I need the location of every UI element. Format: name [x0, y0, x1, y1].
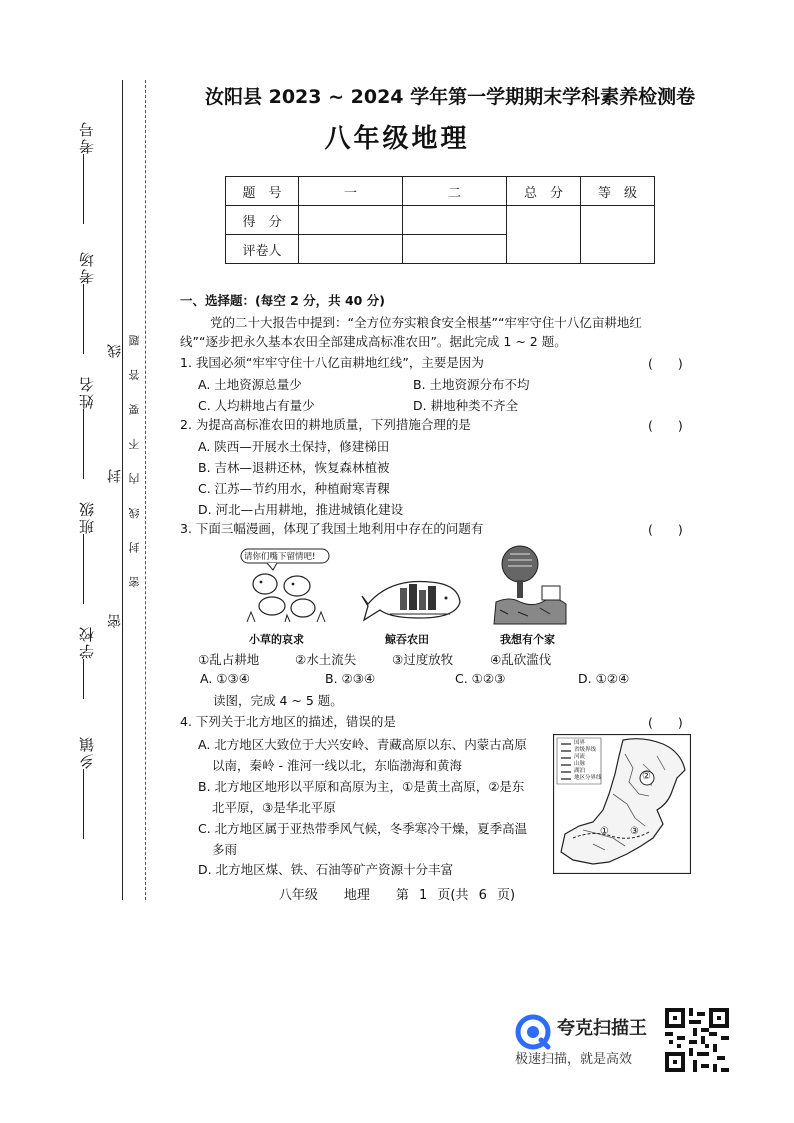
score-table [225, 176, 655, 264]
exam-room-field[interactable]: 考场 [76, 250, 97, 354]
question-2-option-a[interactable]: A. 陕西—开展水土保持，修建梯田 [198, 439, 390, 454]
question-2-option-d[interactable]: D. 河北—占用耕地，推进城镇化建设 [198, 502, 404, 517]
qr-code-icon [665, 1008, 729, 1072]
cartoon-caption-2: 鲸吞农田 [385, 633, 429, 646]
question-3-answer-blank[interactable]: ( ) [648, 522, 683, 537]
question-3-item-4: ④乱砍滥伐 [490, 652, 552, 667]
class-field[interactable]: 班级 [76, 500, 97, 604]
question-1-answer-blank[interactable]: ( ) [648, 356, 683, 371]
question-4-stem: 4. 下列关于北方地区的描述，错误的是 [180, 714, 396, 729]
score-cell[interactable] [299, 206, 403, 235]
question-3-item-3: ③过度放牧 [392, 652, 454, 667]
map-instruction: 读图，完成 4 ~ 5 题。 [213, 693, 343, 708]
grader-cell[interactable] [403, 235, 507, 264]
score-header-cell: 一 [299, 177, 403, 206]
question-1-stem: 1. 我国必须“牢牢守住十八亿亩耕地红线”，主要是因为 [180, 355, 484, 370]
map-legend-province: 省级界线 [574, 747, 597, 753]
question-3-option-c[interactable]: C. ①②③ [455, 671, 506, 686]
grader-cell[interactable] [299, 235, 403, 264]
map-legend-lake: 湖泊 [574, 768, 586, 774]
cartoon-caption-3: 我想有个家 [500, 633, 555, 646]
total-score-cell[interactable] [507, 206, 581, 264]
question-4-option-a[interactable] [198, 734, 527, 776]
question-4-answer-blank[interactable]: ( ) [648, 715, 683, 730]
cartoon-caption-1: 小草的哀求 [249, 633, 304, 646]
name-field[interactable]: 姓名 [76, 375, 97, 479]
seal-word-feng: 封 [107, 455, 123, 483]
section-intro-line1: 党的二十大报告中提到：“全方位夯实粮食安全根基”“牢牢守住十八亿亩耕地红 [210, 315, 642, 330]
cartoon-want-home [490, 542, 570, 627]
scanner-slogan: 极速扫描，就是高效 [515, 1052, 633, 1067]
cartoon-whale-farmland [360, 566, 465, 626]
option-c-line2: 多雨 [212, 842, 238, 857]
blank-line [83, 769, 84, 839]
question-2-option-b[interactable]: B. 吉林—退耕还林，恢复森林植被 [198, 460, 390, 475]
question-2-answer-blank[interactable]: ( ) [648, 418, 683, 433]
seal-word-line: 线 [107, 330, 123, 358]
question-3-option-d[interactable]: D. ①②④ [578, 671, 630, 686]
seal-warning: 密 封 线 内 不 要 答 题 [128, 325, 141, 588]
question-3-item-1: ①乱占耕地 [198, 652, 260, 667]
map-label-1: ① [600, 826, 609, 837]
map-legend-mountain: 山脉 [574, 761, 586, 767]
map-label-3: ③ [630, 826, 639, 837]
question-2-option-c[interactable]: C. 江苏—节约用水，种植耐寒青稞 [198, 481, 390, 496]
blank-line [83, 534, 84, 604]
map-legend-river: 河流 [574, 754, 586, 760]
score-header-cell: 总 分 [507, 177, 581, 206]
question-3-option-a[interactable]: A. ①③④ [200, 671, 250, 686]
score-header-cell: 等 级 [581, 177, 655, 206]
exam-title: 汝阳县 2023 ~ 2024 学年第一学期期末学科素养检测卷 [205, 86, 696, 108]
exam-number-field[interactable]: 考号 [76, 120, 97, 224]
question-4-option-d[interactable] [198, 860, 453, 878]
township-field[interactable]: 乡镇 [76, 735, 97, 839]
question-4-option-c[interactable] [198, 818, 527, 860]
binding-line-inner [145, 80, 146, 900]
question-3-option-b[interactable]: B. ②③④ [325, 671, 376, 686]
score-cell[interactable] [403, 206, 507, 235]
question-1-option-d[interactable]: D. 耕地种类不齐全 [413, 398, 519, 413]
blank-line [83, 284, 84, 354]
scanner-logo-icon [515, 1014, 551, 1050]
option-a-line2: 以南，秦岭 - 淮河一线以北，东临渤海和黄海 [212, 758, 462, 773]
option-b-line2: 北平原，③是华北平原 [212, 800, 336, 815]
map-legend-region: 地区分界线 [574, 775, 602, 781]
grade-cell[interactable] [581, 206, 655, 264]
question-3-item-2: ②水土流失 [295, 652, 357, 667]
seal-word-mi: 密 [107, 600, 123, 628]
binding-line-outer [122, 80, 123, 900]
option-d-line1: D. 北方地区煤、铁、石油等矿产资源十分丰富 [198, 862, 454, 877]
map-legend-border: 国界 [574, 740, 586, 746]
section-intro-line2: 线”“逐步把永久基本农田全部建成高标准农田”。据此完成 1 ~ 2 题。 [180, 334, 567, 349]
cartoon-speech-bubble: 请你们嘴下留情吧! [244, 552, 316, 562]
school-field[interactable]: 学校 [76, 625, 97, 699]
scanner-watermark [515, 1010, 765, 1070]
score-header-cell: 题 号 [226, 177, 299, 206]
question-4-option-b[interactable] [198, 776, 524, 818]
score-header-cell: 二 [403, 177, 507, 206]
option-c-line1: C. 北方地区属于亚热带季风气候，冬季寒冷干燥，夏季高温 [198, 821, 528, 836]
page-footer: 八年级 地理 第 1 页(共 6 页) [278, 888, 516, 903]
grader-row-label: 评卷人 [226, 235, 299, 264]
exam-subject: 八年级地理 [324, 124, 470, 154]
blank-line [83, 409, 84, 479]
question-3-stem: 3. 下面三幅漫画，体现了我国土地利用中存在的问题有 [180, 521, 484, 536]
question-1-option-a[interactable]: A. 土地资源总量少 [198, 377, 302, 392]
score-row-label: 得 分 [226, 206, 299, 235]
blank-line [83, 154, 84, 224]
question-1-option-b[interactable]: B. 土地资源分布不均 [413, 377, 530, 392]
option-a-line1: A. 北方地区大致位于大兴安岭、青藏高原以东、内蒙古高原 [198, 737, 527, 752]
question-2-stem: 2. 为提高高标准农田的耕地质量，下列措施合理的是 [180, 417, 471, 432]
blank-line [83, 659, 84, 699]
option-b-line1: B. 北方地区地形以平原和高原为主，①是黄土高原，②是东 [198, 779, 525, 794]
section-heading: 一、选择题：(每空 2 分，共 40 分) [180, 293, 385, 308]
question-1-option-c[interactable]: C. 人均耕地占有量少 [198, 398, 315, 413]
map-label-2: ② [642, 771, 651, 782]
scanner-brand: 夸克扫描王 [557, 1018, 647, 1039]
